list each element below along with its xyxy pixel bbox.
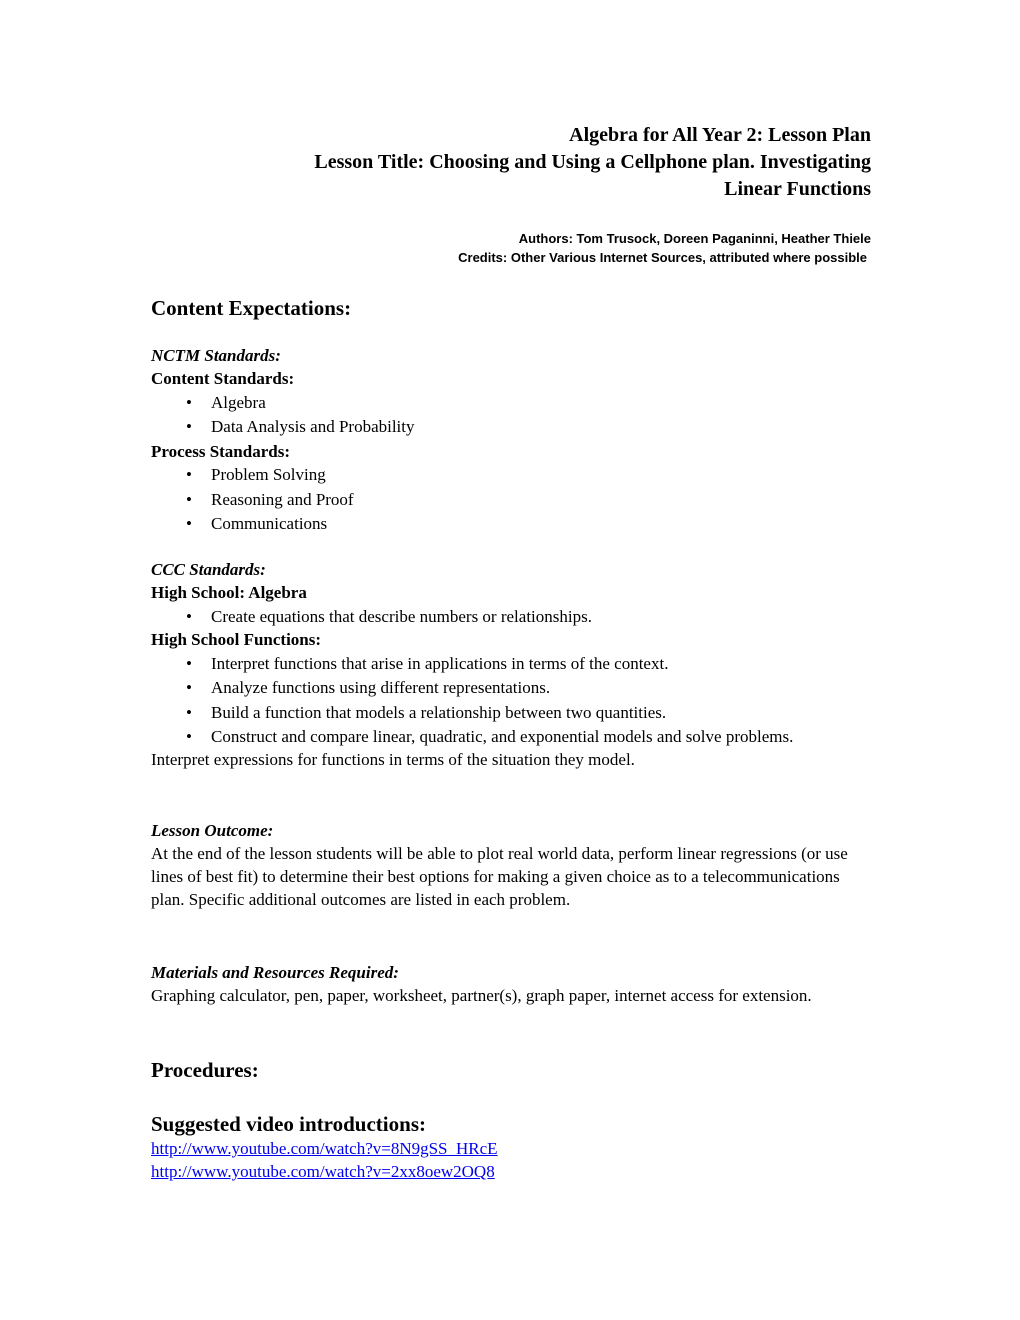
functions-trailing-text: Interpret expressions for functions in terms of the situation they model. — [151, 750, 635, 769]
list-item: • Analyze functions using different representations. — [211, 676, 871, 701]
content-expectations-heading: Content Expectations: — [151, 296, 352, 320]
list-item: • Data Analysis and Probability — [211, 415, 871, 440]
video-link[interactable]: http://www.youtube.com/watch?v=2xx8oew2OQ8 — [151, 1162, 495, 1181]
nctm-heading: NCTM Standards: — [151, 346, 281, 365]
lesson-outcome-text: At the end of the lesson students will be able to plot real world data, perform linear regressions (or use lines of best fit) to determine their best options for making a given choice as to a telecommunications plan. Specific additional outcomes are listed in each problem. — [151, 844, 848, 909]
credits-block — [151, 229, 871, 267]
content-standards-heading: Content Standards: — [151, 369, 295, 388]
procedures-section — [151, 1057, 871, 1083]
video-link[interactable]: http://www.youtube.com/watch?v=8N9gSS_HRcE — [151, 1139, 498, 1158]
lesson-title: Lesson Title: Choosing and Using a Cellphone plan. Investigating — [314, 151, 871, 173]
list-item: • Build a function that models a relationship between two quantities. — [211, 701, 871, 726]
materials-section — [151, 961, 871, 1007]
lesson-title-continued: Linear Functions — [724, 178, 871, 200]
list-item: • Interpret functions that arise in applications in terms of the context. — [211, 652, 871, 677]
lesson-outcome-section — [151, 819, 871, 911]
ccc-standards-section — [151, 558, 871, 771]
list-item: • Create equations that describe numbers or relationships. — [211, 605, 871, 629]
process-standards-heading: Process Standards: — [151, 441, 290, 461]
hs-algebra-list — [151, 605, 871, 629]
hs-functions-heading: High School Functions: — [151, 630, 322, 649]
authors-line: Authors: Tom Trusock, Doreen Paganinni, Heather Thiele — [518, 231, 871, 246]
list-item: • Problem Solving — [211, 463, 871, 488]
list-item: • Construct and compare linear, quadratic, and exponential models and solve problems. — [211, 725, 831, 748]
hs-algebra-heading: High School: Algebra — [151, 583, 307, 602]
procedures-heading: Procedures: — [151, 1058, 259, 1082]
credits-line: Credits: Other Various Internet Sources, attributed where possible — [458, 250, 867, 265]
title-block — [151, 122, 871, 203]
materials-heading: Materials and Resources Required: — [151, 963, 399, 982]
videos-heading: Suggested video introductions: — [151, 1112, 426, 1136]
document-title: Algebra for All Year 2: Lesson Plan — [569, 124, 871, 146]
list-item: • Reasoning and Proof — [211, 488, 871, 513]
ccc-heading: CCC Standards: — [151, 560, 266, 579]
hs-functions-list — [151, 652, 871, 749]
materials-text: Graphing calculator, pen, paper, worksheet, partner(s), graph paper, internet access for extension. — [151, 986, 812, 1005]
lesson-outcome-heading: Lesson Outcome: — [151, 821, 274, 840]
process-standards-list — [151, 463, 871, 537]
videos-section — [151, 1111, 871, 1183]
list-item: • Algebra — [211, 391, 871, 416]
content-standards-list — [151, 391, 871, 440]
nctm-standards-section — [151, 344, 871, 537]
list-item: • Communications — [211, 512, 871, 537]
content-expectations-section — [151, 295, 871, 321]
